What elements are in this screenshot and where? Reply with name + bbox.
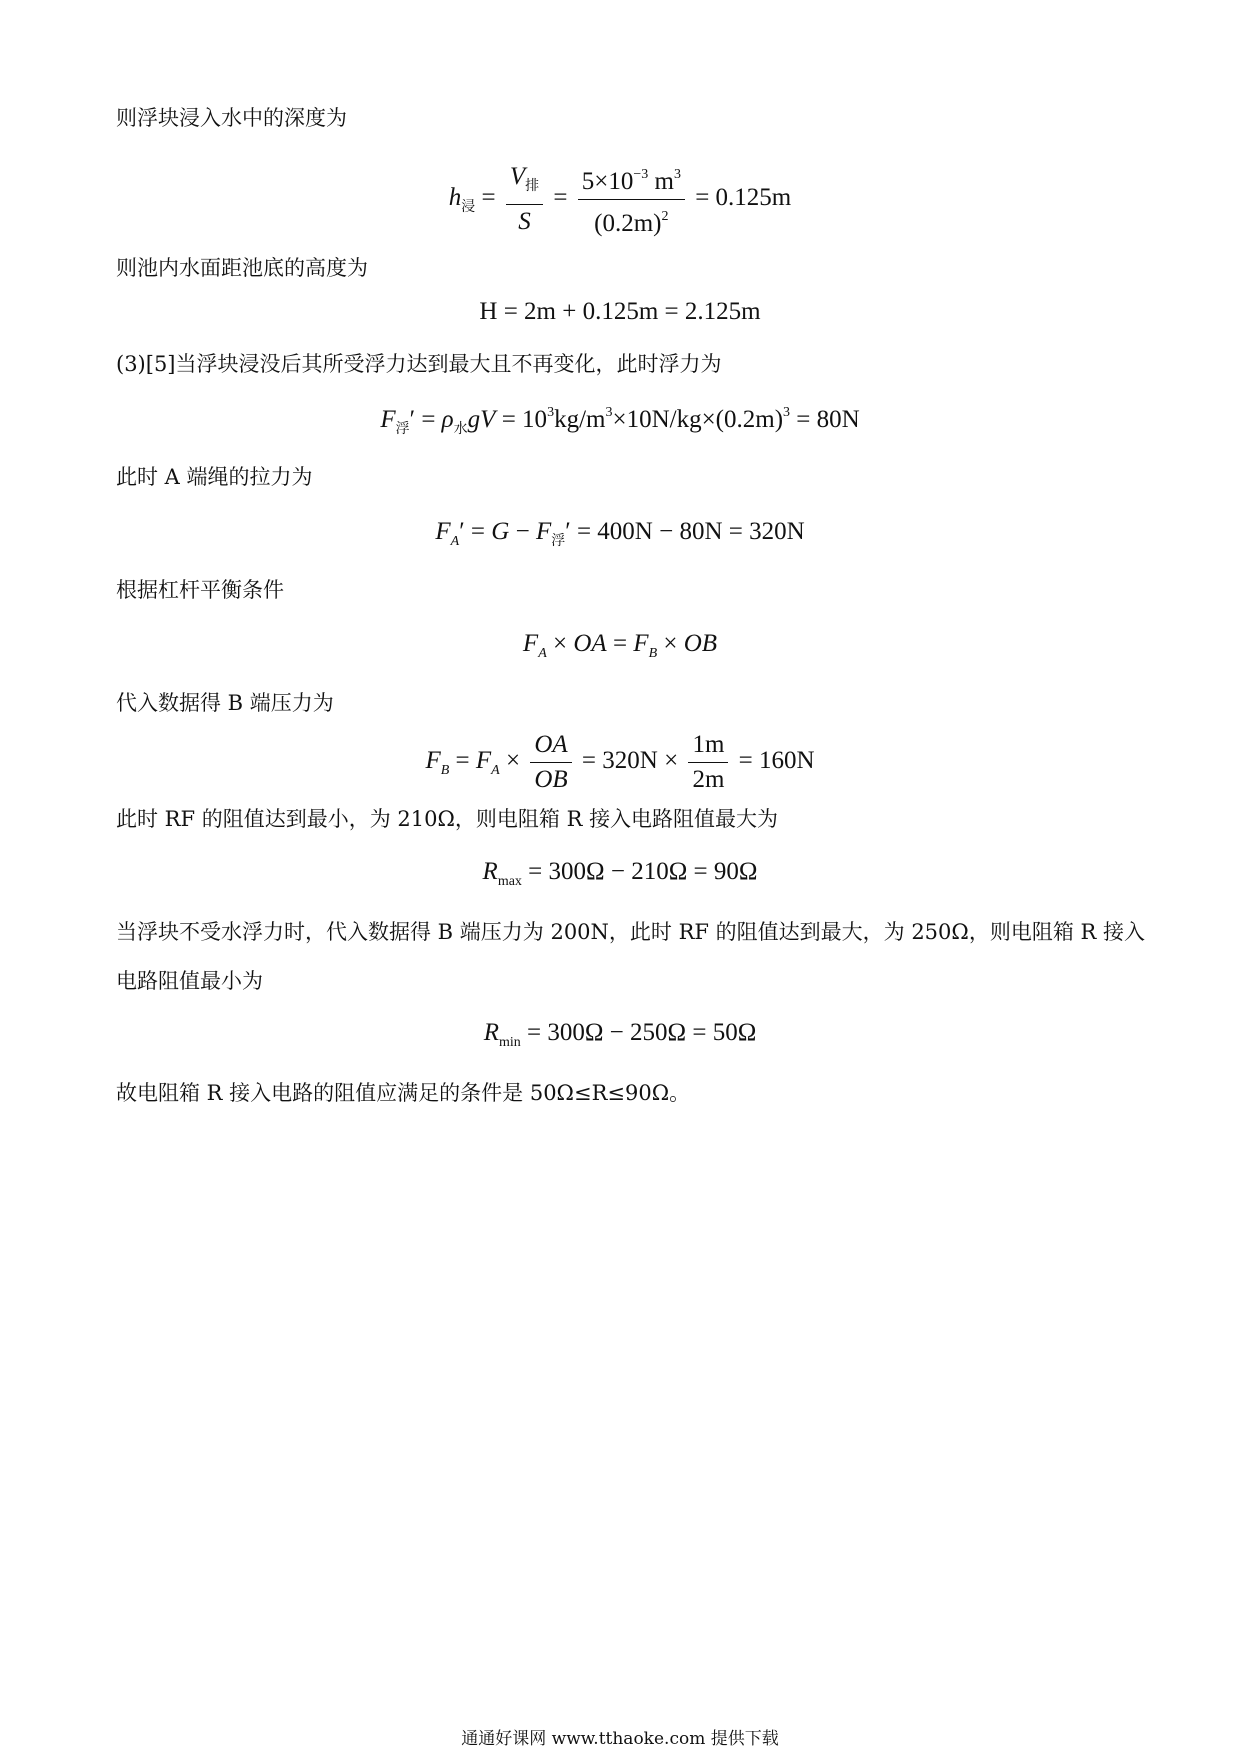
paragraph-conclusion: 故电阻箱 R 接入电路的阻值应满足的条件是 50Ω≤R≤90Ω。	[116, 1081, 691, 1105]
paragraph-max-buoyancy: (3)[5]当浮块浸没后其所受浮力达到最大且不再变化，此时浮力为	[116, 352, 722, 376]
page-footer: 通通好课网 www.tthaoke.com 提供下载	[461, 1729, 779, 1749]
paragraph-b-pressure: 代入数据得 B 端压力为	[116, 691, 334, 715]
fraction-volume-over-area: $\frac{5\times 10^{-3} m^3}{(0.2m)^2}$	[578, 160, 685, 239]
equation-r-max: $R_{max} = 300\Omega - 210\Omega = 90\Omega$	[482, 858, 758, 889]
equation-lever-balance: $F_A$ × OA = $F_B$ × OB	[522, 630, 718, 661]
paragraph-rf-min: 此时 RF 的阻值达到最小，为 210Ω，则电阻箱 R 接入电路阻值最大为	[116, 807, 779, 831]
equation-buoyancy: $F_浮' = \rho_水gV = 10^3kg/m^3\times 10N/kg\times(0.2m)^3 = 80N$	[380, 405, 860, 437]
paragraph-water-height: 则池内水面距池底的高度为	[116, 256, 368, 280]
equation-b-pressure: $F_B = F_A$ × $\frac{OA}{OB}$ = 320N × $\frac{1m}{2m}$ = 160N	[425, 731, 815, 793]
fraction-v-over-s: $\frac{V_排}{S}$	[506, 162, 543, 237]
equation-depth: $h_浸$ = $\frac{V_排}{S}$ = $\frac{5\times 10^{-3} m^3}{(0.2m)^2}$ = 0.125m	[0, 160, 1240, 239]
fraction-oa-over-ob: $\frac{OA}{OB}$	[530, 730, 571, 795]
equation-rope-tension: $F_A' = G - F_浮' = 400N - 80N = 320N$	[435, 518, 805, 549]
paragraph-lever-condition: 根据杠杆平衡条件	[116, 578, 284, 602]
paragraph-depth: 则浮块浸入水中的深度为	[116, 106, 347, 130]
equation-r-min: $R_{min} = 300\Omega - 250\Omega = 50\Omega$	[483, 1019, 757, 1050]
paragraph-rope-tension: 此时 A 端绳的拉力为	[116, 465, 313, 489]
paragraph-rf-max-line1: 当浮块不受水浮力时，代入数据得 B 端压力为 200N，此时 RF 的阻值达到最大，为 250Ω，则电阻箱 R 接入	[116, 920, 1145, 944]
fraction-lengths: $\frac{1m}{2m}$	[688, 730, 728, 795]
paragraph-rf-max-line2: 电路阻值最小为	[116, 969, 263, 993]
equation-water-height: H = 2m + 0.125m = 2.125m	[479, 298, 761, 325]
